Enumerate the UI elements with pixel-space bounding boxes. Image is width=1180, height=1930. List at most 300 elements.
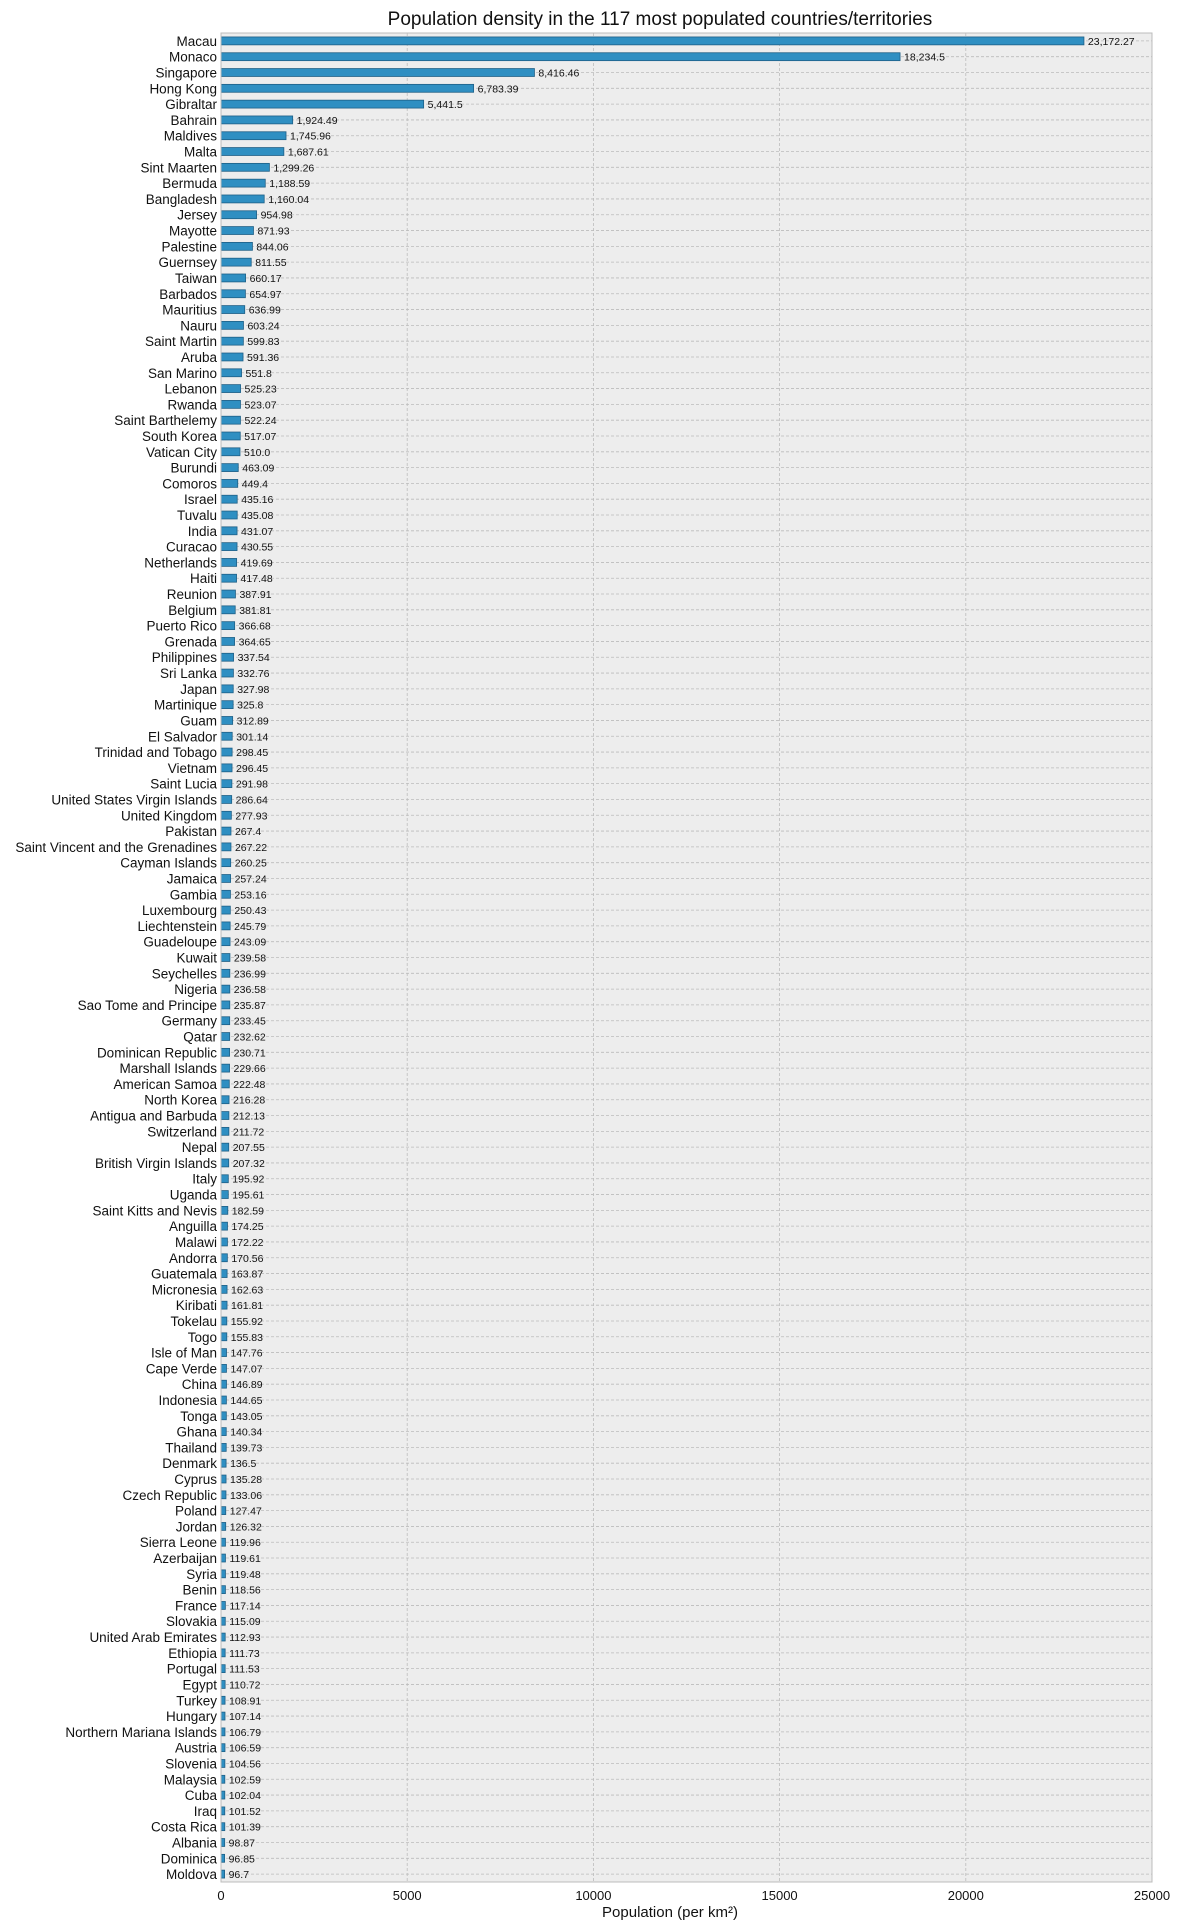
category-label: Gambia [169, 887, 217, 903]
x-tick-label: 20000 [947, 1888, 984, 1903]
category-label: Mauritius [162, 302, 217, 318]
data-label: 525.23 [244, 383, 277, 396]
bar [221, 1143, 229, 1151]
bar [221, 969, 230, 977]
data-label: 170.56 [231, 1252, 264, 1265]
category-label: Austria [174, 1740, 217, 1756]
category-label: United States Virgin Islands [51, 792, 217, 808]
data-label: 115.09 [229, 1616, 261, 1629]
bar [221, 1696, 225, 1704]
data-label: 117.14 [229, 1600, 261, 1613]
category-label: United Kingdom [120, 808, 217, 824]
bar [221, 1760, 225, 1768]
bar [221, 1333, 227, 1341]
category-label: Haiti [189, 571, 217, 587]
category-label: Qatar [183, 1029, 217, 1045]
category-label: Nigeria [174, 982, 217, 998]
bar [221, 1554, 225, 1562]
category-label: Curacao [165, 539, 217, 555]
bar [221, 1823, 225, 1831]
category-label: Slovenia [165, 1756, 217, 1772]
x-tick-label: 0 [217, 1888, 225, 1903]
bar [221, 69, 534, 77]
data-label: 172.22 [231, 1236, 264, 1249]
data-label: 8,416.46 [538, 67, 580, 80]
category-label: Switzerland [147, 1124, 217, 1140]
category-label: American Samoa [113, 1076, 217, 1092]
category-label: Nepal [181, 1140, 217, 1156]
data-label: 243.09 [234, 936, 267, 949]
bar [221, 653, 234, 661]
x-axis-label: Population (per km²) [602, 1904, 738, 1921]
x-tick-label: 10000 [575, 1888, 612, 1903]
bar [221, 985, 230, 993]
category-label: Comoros [162, 476, 217, 492]
bar [221, 1744, 225, 1752]
data-label: 174.25 [231, 1221, 264, 1234]
bar [221, 1017, 230, 1025]
x-tick-label: 5000 [392, 1888, 422, 1903]
bar [221, 1775, 225, 1783]
category-label: Macau [176, 33, 217, 49]
data-label: 654.97 [249, 288, 282, 301]
category-label: China [181, 1377, 217, 1393]
data-label: 245.79 [234, 920, 267, 933]
bar [221, 511, 237, 519]
data-label: 106.79 [228, 1726, 262, 1739]
category-label: Seychelles [151, 966, 217, 982]
data-label: 182.59 [231, 1205, 264, 1218]
category-label: Israel [183, 492, 217, 508]
bar [221, 274, 246, 282]
data-label: 195.92 [232, 1173, 265, 1186]
data-label: 98.87 [228, 1837, 255, 1850]
bar [221, 53, 900, 61]
bar [221, 1443, 226, 1451]
data-label: 603.24 [247, 320, 280, 333]
category-label: Belgium [168, 602, 217, 618]
data-label: 591.36 [247, 351, 280, 364]
bar [221, 211, 257, 219]
data-label: 286.64 [235, 794, 268, 807]
category-label: Thailand [165, 1440, 217, 1456]
data-label: 364.65 [238, 636, 271, 649]
data-label: 599.83 [247, 336, 280, 349]
data-label: 147.76 [230, 1347, 263, 1360]
data-label: 267.4 [234, 826, 262, 839]
category-label: Saint Lucia [150, 776, 217, 792]
data-label: 163.87 [231, 1268, 264, 1281]
bar [221, 701, 233, 709]
bar [221, 1285, 227, 1293]
category-label: Slovakia [165, 1614, 217, 1630]
bar [221, 1222, 227, 1230]
data-label: 811.55 [255, 257, 287, 270]
data-label: 101.39 [228, 1821, 261, 1834]
category-label: Bahrain [170, 112, 217, 128]
bar [221, 732, 232, 740]
category-label: Jamaica [166, 871, 217, 887]
category-label: Maldives [163, 128, 217, 144]
category-label: Martinique [153, 697, 217, 713]
category-label: Saint Barthelemy [114, 413, 217, 429]
category-label: Burundi [170, 460, 217, 476]
data-label: 435.08 [241, 510, 274, 523]
category-label: Guatemala [150, 1266, 217, 1282]
category-label: Lebanon [164, 381, 217, 397]
category-label: Cuba [184, 1788, 217, 1804]
category-label: United Arab Emirates [89, 1630, 217, 1646]
chart-title: Population density in the 117 most populated countries/territories [387, 9, 933, 30]
category-label: Sri Lanka [159, 666, 217, 682]
bar [221, 163, 269, 171]
data-label: 127.47 [229, 1505, 262, 1518]
data-label: 296.45 [236, 762, 269, 775]
bar [221, 1570, 225, 1578]
category-label: Hungary [165, 1709, 217, 1725]
bar [221, 685, 233, 693]
data-label: 222.48 [233, 1078, 266, 1091]
bar [221, 290, 245, 298]
data-label: 5,441.5 [427, 99, 463, 112]
data-label: 108.91 [229, 1695, 262, 1708]
bar [221, 606, 235, 614]
bar [221, 1633, 225, 1641]
data-label: 143.05 [230, 1410, 263, 1423]
data-label: 449.4 [241, 478, 269, 491]
bar [221, 1301, 227, 1309]
data-label: 135.28 [230, 1474, 263, 1487]
data-label: 253.16 [234, 889, 267, 902]
data-label: 636.99 [248, 304, 281, 317]
bar [221, 1459, 226, 1467]
category-label: Jordan [175, 1519, 217, 1535]
category-label: El Salvador [147, 729, 217, 745]
bar [221, 1665, 225, 1673]
data-label: 1,687.61 [287, 146, 329, 159]
data-label: 312.89 [236, 715, 269, 728]
bar [221, 258, 251, 266]
data-label: 239.58 [233, 952, 267, 965]
bar [221, 1681, 225, 1689]
bar [221, 1396, 226, 1404]
bar [221, 1270, 227, 1278]
data-label: 155.92 [230, 1315, 263, 1328]
bar [221, 1238, 227, 1246]
data-label: 1,745.96 [290, 130, 331, 143]
category-label: Northern Mariana Islands [65, 1724, 217, 1740]
category-label: Turkey [176, 1693, 217, 1709]
bar [221, 843, 231, 851]
data-label: 112.93 [229, 1632, 261, 1645]
x-tick-labels [217, 1888, 1170, 1903]
bar [221, 906, 230, 914]
data-label: 301.14 [236, 731, 269, 744]
bar [221, 922, 230, 930]
category-label: France [174, 1598, 217, 1614]
bar [221, 764, 232, 772]
data-label: 871.93 [257, 225, 290, 238]
data-label: 23,172.27 [1087, 35, 1135, 48]
category-label: Philippines [151, 650, 217, 666]
bar [221, 1048, 230, 1056]
data-label: 119.96 [229, 1537, 261, 1550]
bar [221, 1033, 230, 1041]
data-label: 155.83 [230, 1331, 263, 1344]
category-label: Vietnam [167, 760, 217, 776]
bar [221, 1854, 225, 1862]
category-label: Albania [171, 1835, 217, 1851]
category-label: Kuwait [176, 950, 217, 966]
data-label: 111.53 [229, 1663, 260, 1676]
category-labels [15, 34, 217, 1882]
category-label: Syria [186, 1566, 217, 1582]
data-label: 235.87 [233, 999, 266, 1012]
category-label: Malaysia [163, 1772, 217, 1788]
category-label: Barbados [159, 286, 217, 302]
category-label: Sao Tome and Principe [77, 997, 217, 1013]
data-label: 551.8 [245, 367, 272, 380]
category-label: Grenada [164, 634, 217, 650]
data-label: 257.24 [234, 873, 267, 886]
bar [221, 748, 232, 756]
data-label: 18,234.5 [904, 51, 945, 64]
bar [221, 195, 264, 203]
category-label: Azerbaijan [153, 1551, 217, 1567]
bar [221, 1191, 228, 1199]
data-label: 101.52 [228, 1805, 261, 1818]
data-label: 236.58 [233, 984, 266, 997]
category-label: Tokelau [170, 1313, 217, 1329]
category-label: Rwanda [167, 397, 217, 413]
bar [221, 148, 284, 156]
bar [221, 780, 232, 788]
bar [221, 1712, 225, 1720]
category-label: Iraq [193, 1803, 217, 1819]
bar [221, 353, 243, 361]
category-label: Monaco [168, 49, 217, 65]
category-label: Germany [161, 1013, 217, 1029]
data-label: 207.55 [232, 1142, 265, 1155]
bar [221, 1475, 226, 1483]
bar [221, 1112, 229, 1120]
data-label: 1,924.49 [296, 114, 338, 127]
bar [221, 543, 237, 551]
data-label: 463.09 [242, 462, 275, 475]
category-label: Guernsey [158, 255, 217, 271]
bar [221, 321, 243, 329]
category-label: Singapore [155, 65, 217, 81]
category-label: Reunion [166, 587, 217, 603]
bar [221, 890, 230, 898]
data-label: 96.85 [228, 1853, 255, 1866]
bar [221, 859, 231, 867]
bar [221, 1380, 226, 1388]
category-label: Hong Kong [149, 81, 217, 97]
data-label: 104.56 [228, 1758, 262, 1771]
category-label: San Marino [147, 365, 217, 381]
category-label: Egypt [182, 1677, 217, 1693]
category-label: Sint Maarten [140, 160, 217, 176]
bar [221, 1522, 226, 1530]
data-label: 417.48 [240, 573, 273, 586]
data-label: 267.22 [234, 841, 268, 854]
category-label: Tonga [180, 1408, 217, 1424]
bar [221, 1728, 225, 1736]
bar [221, 827, 231, 835]
bar [221, 1601, 225, 1609]
category-label: Taiwan [174, 270, 217, 286]
category-label: Portugal [166, 1661, 217, 1677]
data-label: 298.45 [236, 747, 269, 760]
bar [221, 811, 231, 819]
bar [221, 637, 235, 645]
data-label: 230.71 [233, 1047, 266, 1060]
category-label: Guam [180, 713, 217, 729]
category-label: Italy [192, 1171, 217, 1187]
bar [221, 369, 242, 377]
bar [221, 337, 243, 345]
data-label: 1,160.04 [268, 193, 310, 206]
category-label: Dominican Republic [96, 1045, 217, 1061]
category-label: Saint Vincent and the Grenadines [15, 839, 217, 855]
category-label: Dominica [160, 1851, 217, 1867]
data-label: 236.99 [233, 968, 266, 981]
category-label: Cayman Islands [120, 855, 217, 871]
bar [221, 495, 237, 503]
bar [221, 1491, 226, 1499]
data-label: 954.98 [260, 209, 293, 222]
bar [221, 227, 253, 235]
category-label: Nauru [180, 318, 217, 334]
data-label: 431.07 [241, 525, 274, 538]
bar [221, 242, 252, 250]
data-label: 119.61 [229, 1553, 261, 1566]
data-label: 162.63 [231, 1284, 264, 1297]
category-label: Denmark [162, 1456, 217, 1472]
bar [221, 622, 235, 630]
category-label: Bermuda [162, 176, 217, 192]
bar [221, 1127, 229, 1135]
data-label: 232.62 [233, 1031, 266, 1044]
data-label: 146.89 [230, 1379, 263, 1392]
data-label: 107.14 [228, 1711, 262, 1724]
bar [221, 1317, 227, 1325]
category-label: Kiribati [175, 1298, 217, 1314]
bar [221, 400, 240, 408]
data-label: 119.48 [229, 1568, 261, 1581]
data-label: 1,188.59 [269, 178, 311, 191]
data-label: 291.98 [235, 778, 268, 791]
data-label: 216.28 [233, 1094, 266, 1107]
category-label: South Korea [141, 428, 217, 444]
category-label: Indonesia [158, 1392, 217, 1408]
category-label: Luxembourg [141, 903, 217, 919]
bar [221, 590, 235, 598]
data-label: 337.54 [237, 652, 270, 665]
bar [221, 116, 293, 124]
category-label: Isle of Man [150, 1345, 217, 1361]
bar [221, 716, 233, 724]
bar [221, 84, 474, 92]
data-label: 229.66 [233, 1063, 266, 1076]
bar [221, 954, 230, 962]
data-label: 419.69 [240, 557, 273, 570]
bar [221, 1839, 225, 1847]
bar [221, 479, 238, 487]
category-label: Ghana [176, 1424, 217, 1440]
category-label: Tuvalu [176, 508, 217, 524]
category-label: Sierra Leone [139, 1535, 217, 1551]
bar [221, 1507, 226, 1515]
data-label: 118.56 [229, 1584, 261, 1597]
data-label: 844.06 [256, 241, 289, 254]
data-label: 106.59 [228, 1742, 262, 1755]
category-label: Gibraltar [165, 97, 217, 113]
category-label: North Korea [144, 1092, 217, 1108]
data-label: 250.43 [234, 905, 267, 918]
category-label: Marshall Islands [119, 1061, 217, 1077]
data-label: 102.04 [228, 1790, 261, 1803]
data-label: 260.25 [234, 857, 267, 870]
category-label: Liechtenstein [137, 918, 217, 934]
category-label: Ethiopia [168, 1645, 217, 1661]
bar [221, 416, 240, 424]
data-label: 233.45 [233, 1015, 266, 1028]
data-label: 207.32 [232, 1157, 265, 1170]
bar [221, 1159, 229, 1167]
category-label: Andorra [168, 1250, 217, 1266]
category-label: Puerto Rico [146, 618, 217, 634]
category-label: Cape Verde [145, 1361, 217, 1377]
category-label: Anguilla [168, 1219, 217, 1235]
bar [221, 1791, 225, 1799]
bar [221, 875, 231, 883]
data-label: 660.17 [249, 272, 282, 285]
category-label: India [187, 523, 217, 539]
bar [221, 1617, 225, 1625]
category-label: Poland [174, 1503, 217, 1519]
bar [221, 464, 238, 472]
bar [221, 1807, 225, 1815]
category-label: Mayotte [168, 223, 217, 239]
bar [221, 1349, 227, 1357]
category-label: Benin [182, 1582, 217, 1598]
category-label: Pakistan [165, 824, 217, 840]
category-label: Uganda [169, 1187, 217, 1203]
bar [221, 669, 233, 677]
bar [221, 179, 265, 187]
category-label: Moldova [165, 1867, 217, 1883]
bar [221, 1080, 229, 1088]
bar [221, 448, 240, 456]
category-label: Malawi [174, 1234, 217, 1250]
bar [221, 1064, 230, 1072]
data-label: 435.16 [241, 494, 274, 507]
category-label: Palestine [161, 239, 217, 255]
category-label: Netherlands [144, 555, 217, 571]
category-label: Jersey [177, 207, 217, 223]
data-label: 522.24 [244, 415, 277, 428]
bar [221, 1586, 225, 1594]
bar [221, 574, 237, 582]
data-label: 126.32 [229, 1521, 262, 1534]
data-label: 277.93 [235, 810, 268, 823]
data-label: 147.07 [230, 1363, 263, 1376]
bar [221, 1870, 225, 1878]
category-label: British Virgin Islands [94, 1155, 217, 1171]
category-label: Togo [187, 1329, 217, 1345]
